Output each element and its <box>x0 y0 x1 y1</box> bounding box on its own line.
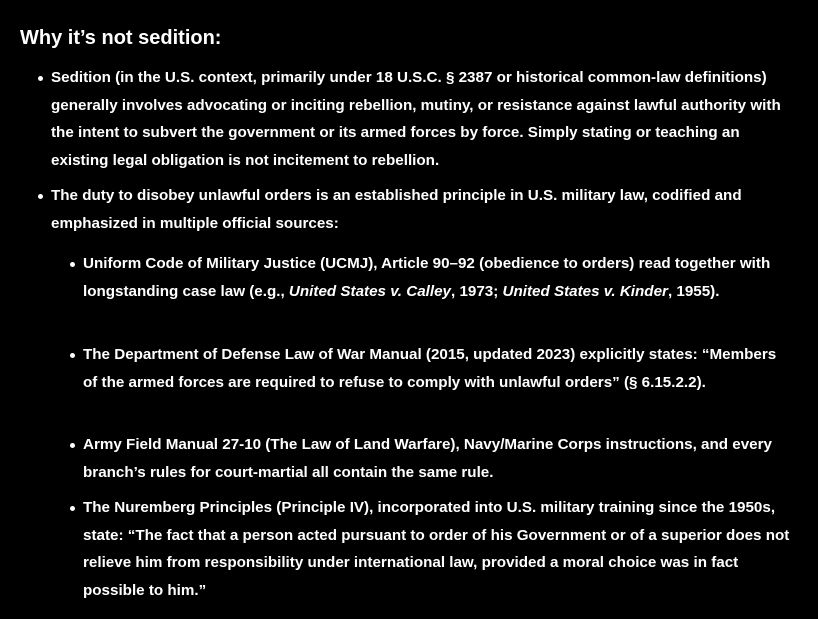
bullet-icon <box>70 506 75 511</box>
bullet-icon <box>38 76 43 81</box>
source-ucmj-text: , 1973; <box>451 282 503 300</box>
source-ucmj-text: Uniform Code of Military Justice (UCMJ), Article 90–92 (obedience to orders) read together with longstanding case law (e.g., <box>83 255 771 300</box>
source-field-manual: Army Field Manual 27-10 (The Law of Land Warfare), Navy/Marine Corps instructions, and every branch’s rules for court-martial all contain the same rule. <box>83 436 772 481</box>
list-item <box>51 64 791 175</box>
point-duty-to-disobey: The duty to disobey unlawful orders is an established principle in U.S. military law, codified and emphasized in multiple official sources: <box>51 187 742 232</box>
bullet-icon <box>70 443 75 448</box>
source-dod-manual: The Department of Defense Law of War Manual (2015, updated 2023) explicitly states: “Members of the armed forces are required to refuse to comply with unlawful orders” (§ 6.15.2.2). <box>83 346 777 391</box>
list-item <box>51 182 791 237</box>
bullet-icon <box>38 194 43 199</box>
bullet-icon <box>70 353 75 358</box>
point-sedition-definition: Sedition (in the U.S. context, primarily under 18 U.S.C. § 2387 or historical common-law definitions) generally involves advocating or inciting rebellion, mutiny, or resistance against lawful authority with the intent to subvert the government or its armed forces by force. Simply stating or teaching an existing legal obligation is not incitement to rebellion. <box>51 69 781 170</box>
source-nuremberg: The Nuremberg Principles (Principle IV), incorporated into U.S. military training since the 1950s, state: “The fact that a person acted pursuant to order of his Government or of a superior does not relieve him from responsibility under international law, provided a moral choice was in fact possible to him.” <box>83 499 790 600</box>
list-item <box>83 250 791 305</box>
bullet-icon <box>70 262 75 267</box>
source-ucmj <box>83 250 791 305</box>
list-item <box>83 341 791 396</box>
section-heading: Why it’s not sedition: <box>20 27 222 49</box>
case-kinder: United States v. Kinder <box>502 282 668 300</box>
list-item <box>83 494 791 605</box>
source-ucmj-text: , 1955). <box>667 282 720 300</box>
list-item <box>83 431 791 486</box>
case-calley: United States v. Calley <box>288 282 451 300</box>
